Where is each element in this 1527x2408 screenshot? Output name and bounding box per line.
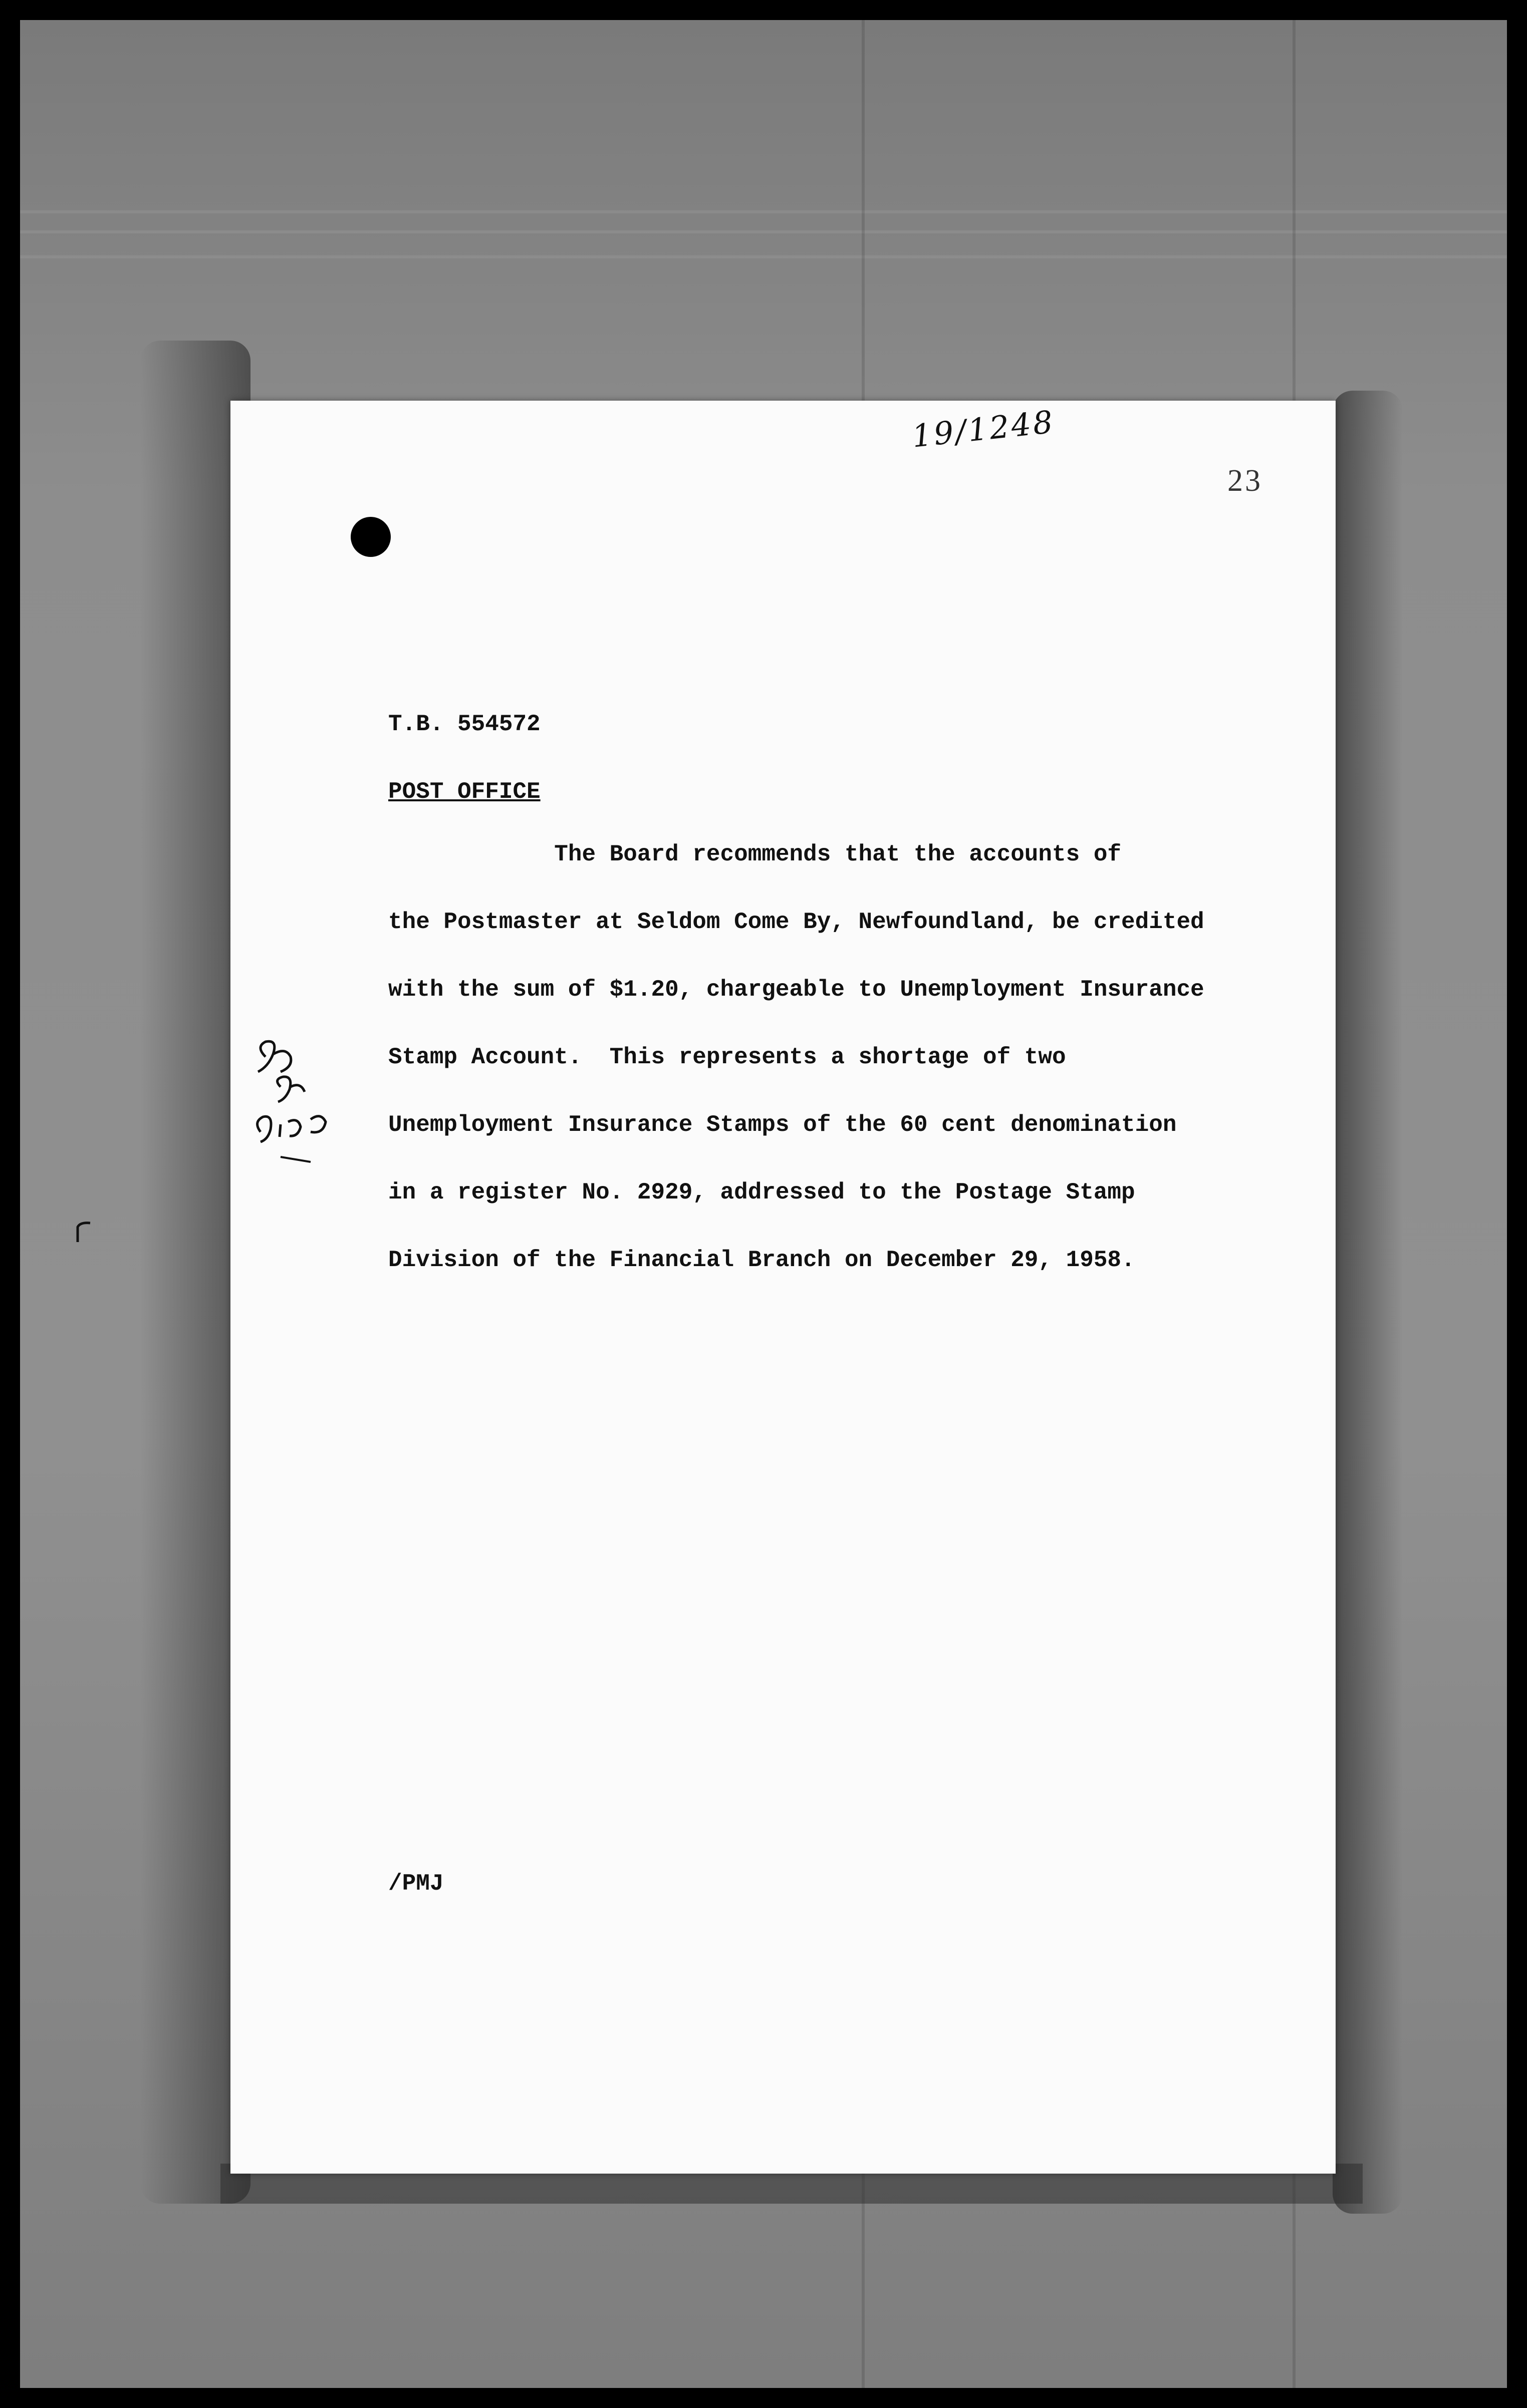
handwritten-margin-initials <box>250 1037 371 1167</box>
handwritten-file-reference: 19/1248 <box>910 403 1057 455</box>
body-line: Stamp Account. This represents a shortage of two <box>388 1044 1066 1070</box>
body-line: with the sum of $1.20, chargeable to Unemployment Insurance <box>388 977 1204 1003</box>
body-line: Division of the Financial Branch on December 29, 1958. <box>388 1247 1135 1273</box>
body-line: in a register No. 2929, addressed to the Postage Stamp <box>388 1179 1135 1206</box>
treasury-board-number: T.B. 554572 <box>388 711 541 737</box>
page-number: 23 <box>1227 464 1262 498</box>
section-heading: POST OFFICE <box>388 779 541 805</box>
body-line: The Board recommends that the accounts of <box>388 841 1122 867</box>
punch-hole <box>351 517 391 557</box>
body-line: Unemployment Insurance Stamps of the 60 cent denomination <box>388 1112 1177 1138</box>
page-shadow-right <box>1333 391 1403 2214</box>
document-page <box>230 401 1336 2174</box>
scan-background <box>20 20 1507 2388</box>
margin-tick-mark <box>73 1217 103 1247</box>
typist-initials: /PMJ <box>388 1871 444 1897</box>
body-line: the Postmaster at Seldom Come By, Newfoundland, be credited <box>388 909 1204 935</box>
